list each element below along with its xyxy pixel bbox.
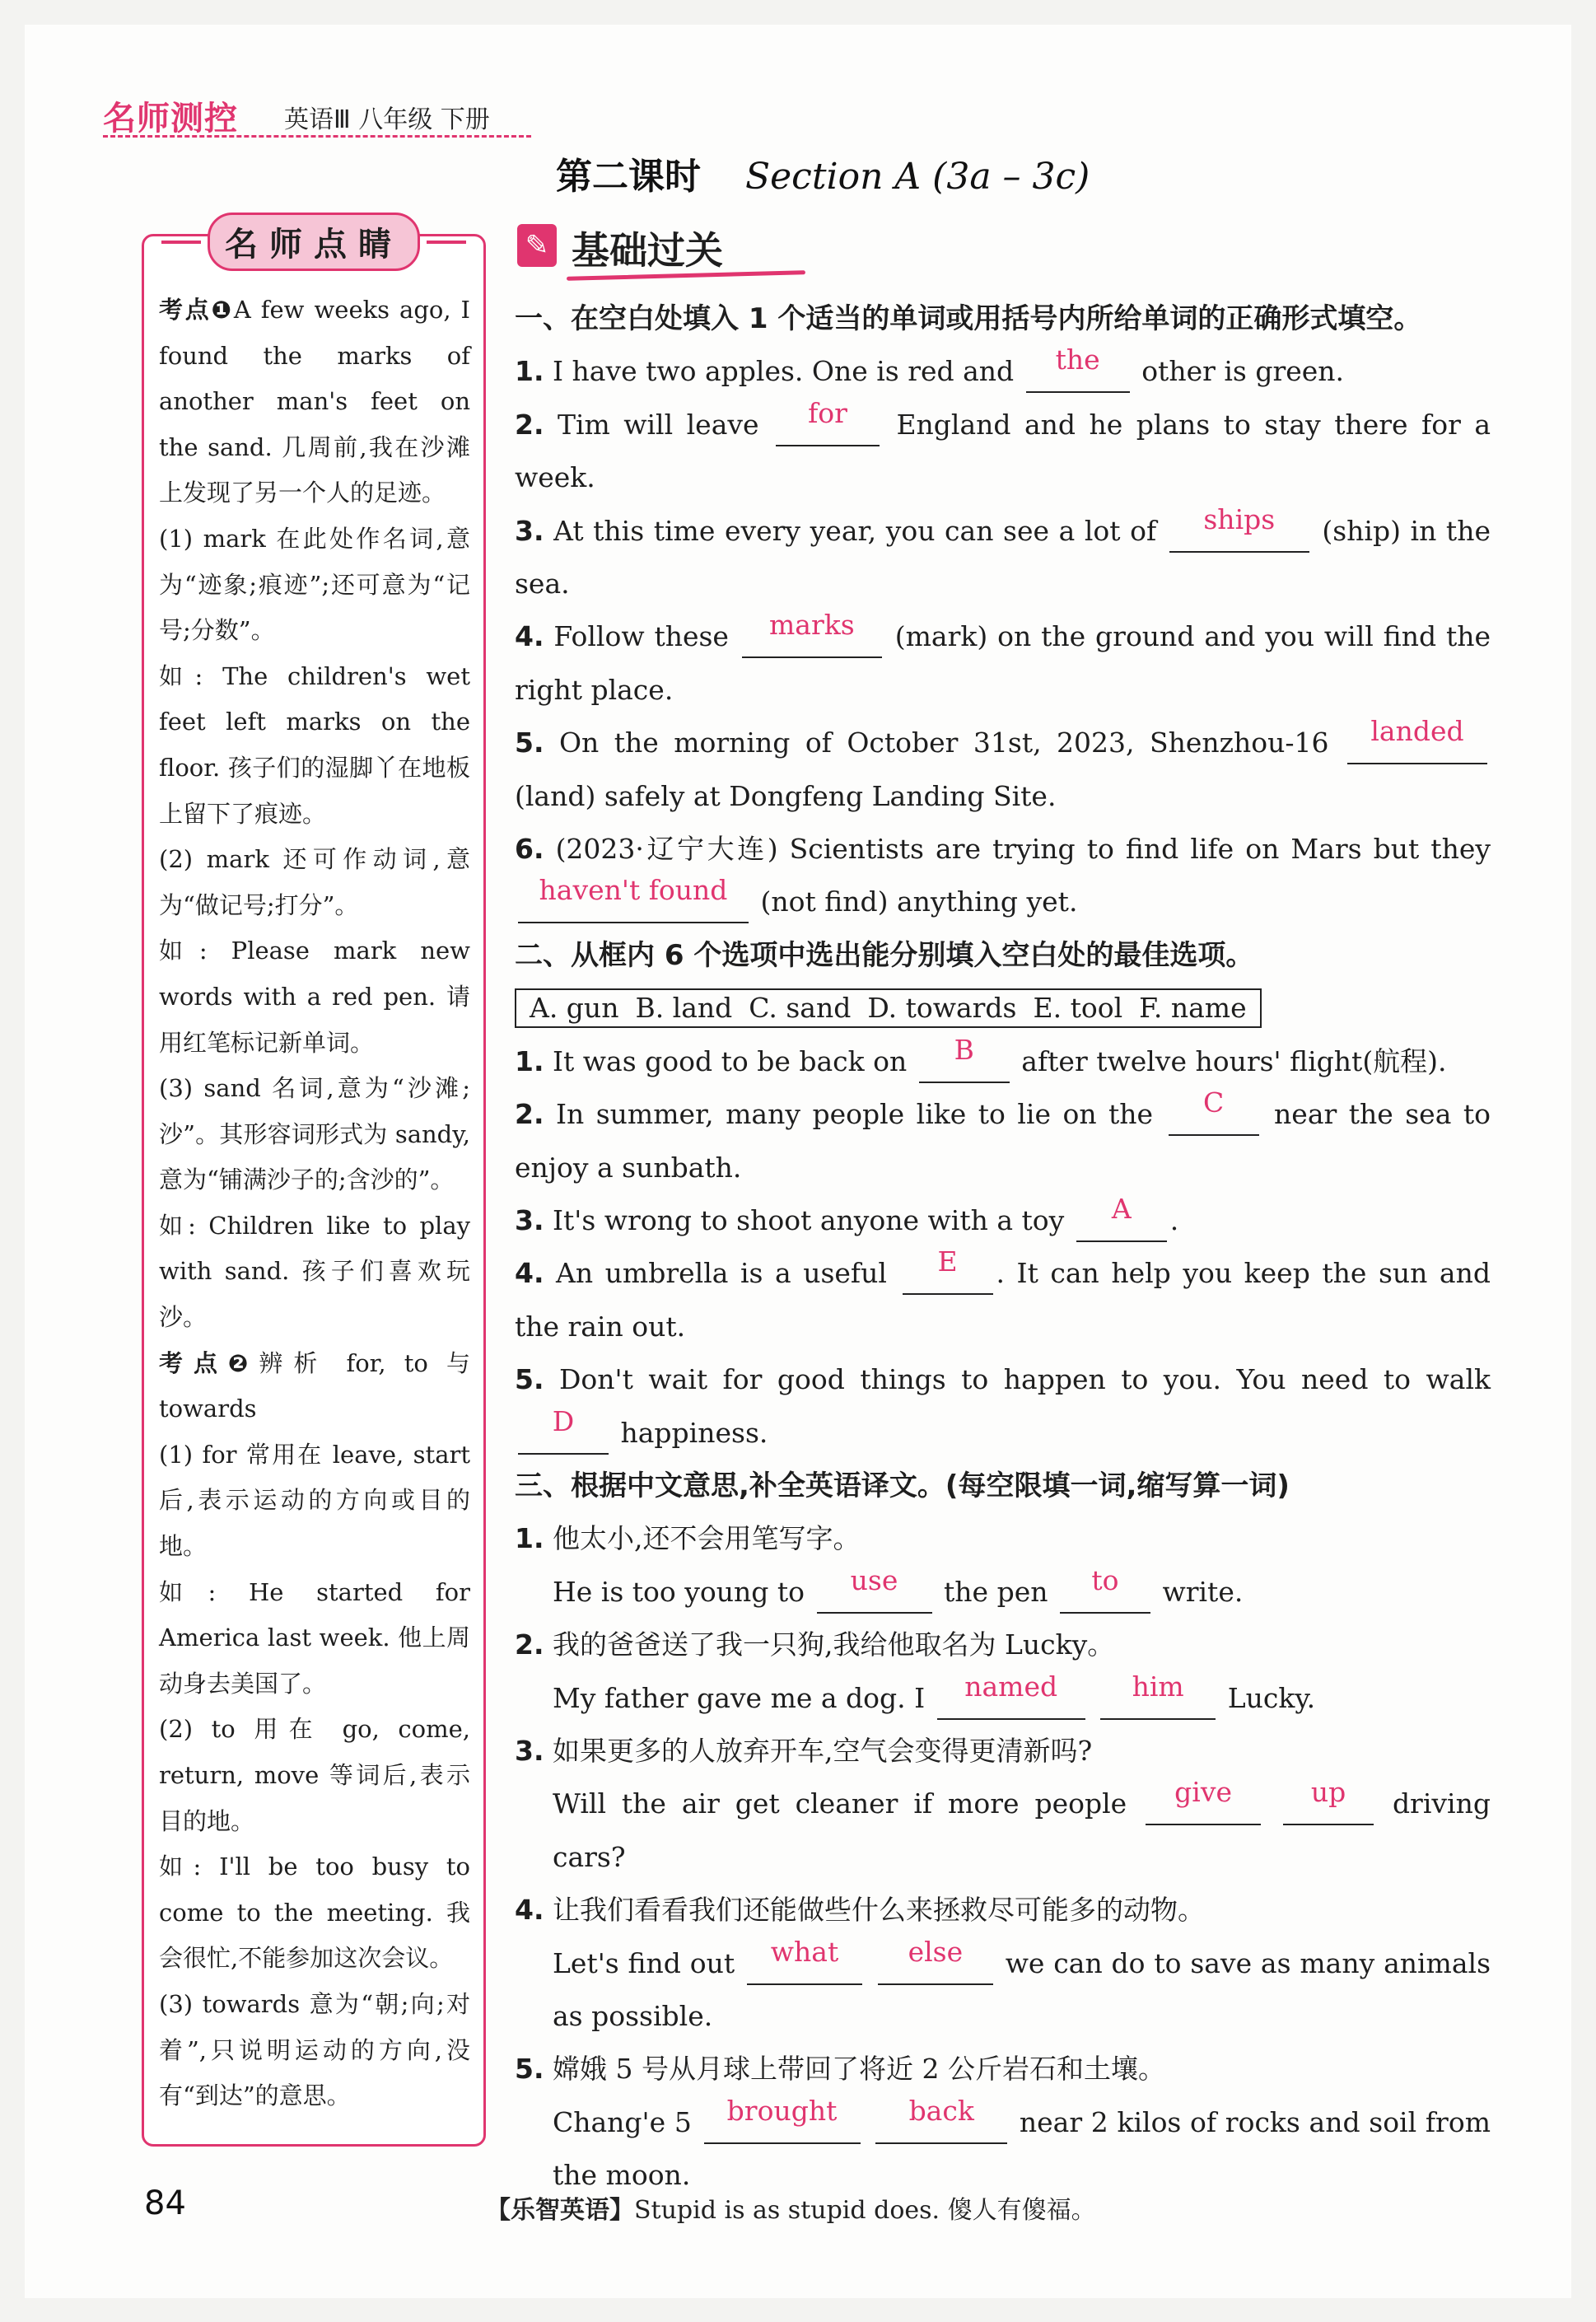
answer-blank[interactable] xyxy=(1076,1192,1167,1242)
answer-text: what xyxy=(770,1935,839,1968)
question-text: (2023·辽宁大连) Scientists are trying to find life on Mars but they xyxy=(555,833,1491,866)
part2-instruction: 二、从框内 6 个选项中选出能分别填入空白处的最佳选项。 xyxy=(515,938,1254,972)
tip-example: 如: He started for America last week. 他上周动身去美国了。 xyxy=(159,1577,470,1698)
question-text: At this time every year, you can see a lot of xyxy=(553,514,1157,547)
answer-blank[interactable] xyxy=(1026,343,1130,393)
question-text: I have two apples. One is red and xyxy=(553,355,1015,388)
header-ornament xyxy=(427,241,466,244)
answer-blank[interactable] xyxy=(817,1563,932,1614)
chinese-sentence: 我的爸爸送了我一只狗,我给他取名为 Lucky。 xyxy=(553,1628,1115,1661)
exercise-item xyxy=(515,823,1491,929)
answer-text: A xyxy=(1111,1192,1132,1225)
answer-blank[interactable] xyxy=(903,1245,993,1295)
question-text: (not find) anything yet. xyxy=(760,885,1078,918)
exercise-item xyxy=(515,1884,1491,1937)
question-text: (ship) in the sea. xyxy=(515,514,1491,600)
tips-body xyxy=(159,287,470,2119)
question-text: My father gave me a dog. I xyxy=(553,1681,926,1714)
options-box xyxy=(515,988,1262,1028)
answer-blank[interactable] xyxy=(1283,1776,1374,1825)
question-number: 1. xyxy=(515,355,544,388)
question-text: He is too young to xyxy=(553,1575,805,1608)
tip-example: 如: Children like to play with sand. 孩子们喜欢玩沙。 xyxy=(159,1211,470,1332)
answer-text: B xyxy=(954,1033,974,1066)
exercise-item xyxy=(515,1035,1491,1088)
pencil-icon: ✎ xyxy=(517,224,557,267)
footer-proverb xyxy=(486,2189,1096,2226)
key-point-1-text: A few weeks ago, I found the marks of another man's feet on the sand. 几周前,我在沙滩上发现了另一个人的足迹。 xyxy=(159,296,471,507)
option: C. sand xyxy=(749,992,852,1025)
exercise-item xyxy=(515,502,1491,611)
exercise-item xyxy=(515,1194,1491,1247)
answer-blank[interactable] xyxy=(1100,1670,1216,1720)
question-text: near 2 kilos of rocks and soil from the moon. xyxy=(553,2105,1491,2192)
answer-text: the xyxy=(1055,343,1100,376)
answer-text: for xyxy=(808,396,847,429)
answer-blank[interactable] xyxy=(1146,1776,1261,1825)
brand-logo: 名师测控 xyxy=(103,100,238,138)
footer-tag: 【乐智英语】 xyxy=(486,2196,634,2225)
tip-paragraph: (2) to 用在 go, come, return, move 等词后,表示目的地。 xyxy=(159,1715,470,1835)
page-number: 84 xyxy=(144,2184,186,2222)
footer-text: Stupid is as stupid does. 傻人有傻福。 xyxy=(634,2196,1096,2225)
question-text: Don't wait for good things to happen to you. You need to walk xyxy=(558,1363,1491,1396)
answer-text: E xyxy=(937,1245,958,1278)
answer-blank[interactable] xyxy=(1169,502,1309,553)
answer-text: him xyxy=(1132,1670,1184,1703)
question-text: Chang'e 5 xyxy=(553,2105,692,2138)
translation-line xyxy=(515,1778,1491,1884)
question-number: 2. xyxy=(515,1098,544,1131)
translation-line xyxy=(515,1563,1491,1619)
answer-text: give xyxy=(1174,1776,1233,1809)
lesson-title-cn: 第二课时 xyxy=(556,156,701,198)
option: D. towards xyxy=(867,992,1017,1025)
question-text: On the morning of October 31st, 2023, Shenzhou-16 xyxy=(558,727,1329,759)
exercise-item xyxy=(515,610,1491,717)
key-point-2-label: 考点❷ xyxy=(159,1348,259,1377)
question-text: driving cars? xyxy=(553,1787,1491,1873)
answer-text: D xyxy=(552,1404,575,1437)
question-number: 5. xyxy=(515,2053,544,2086)
option: F. name xyxy=(1139,992,1247,1025)
answer-blank[interactable] xyxy=(776,396,880,446)
tips-sidebar xyxy=(142,234,486,2147)
question-number: 3. xyxy=(515,1734,544,1767)
answer-blank[interactable] xyxy=(742,609,882,658)
question-text: An umbrella is a useful xyxy=(556,1257,887,1290)
answer-blank[interactable] xyxy=(704,2094,861,2144)
section-title: 基础过关 xyxy=(572,228,723,273)
tip-example: 如: Please mark new words with a red pen. 请用红笔标记新单词。 xyxy=(159,937,470,1057)
answer-text: marks xyxy=(769,609,855,642)
tip-example: 如: I'll be too busy to come to the meeting. 我会很忙,不能参加这次会议。 xyxy=(159,1852,470,1973)
question-number: 3. xyxy=(515,1203,544,1236)
question-text: the pen xyxy=(944,1575,1048,1608)
chinese-sentence: 他太小,还不会用笔写字。 xyxy=(553,1522,861,1555)
question-text: near the sea to enjoy a sunbath. xyxy=(515,1098,1491,1184)
answer-text: else xyxy=(908,1935,964,1968)
answer-blank[interactable] xyxy=(919,1033,1010,1083)
header-divider xyxy=(103,135,531,138)
sidebar-header xyxy=(136,213,492,271)
question-number: 1. xyxy=(515,1044,544,1077)
question-text: write. xyxy=(1162,1575,1244,1608)
translation-line xyxy=(515,1937,1491,2044)
answer-blank[interactable] xyxy=(1060,1563,1150,1614)
answer-blank[interactable] xyxy=(518,1404,609,1455)
tip-paragraph: (2) mark 还可作动词,意为“做记号;打分”。 xyxy=(159,845,470,919)
question-text: Will the air get cleaner if more people xyxy=(553,1787,1127,1820)
question-text: . xyxy=(1169,1203,1179,1236)
answer-text: back xyxy=(908,2094,974,2127)
question-text: other is green. xyxy=(1141,355,1345,388)
option: B. land xyxy=(635,992,733,1025)
answer-text: to xyxy=(1091,1563,1119,1596)
question-text: It's wrong to shoot anyone with a toy xyxy=(553,1203,1065,1236)
chinese-sentence: 嫦娥 5 号从月球上带回了将近 2 公斤岩石和土壤。 xyxy=(553,2053,1165,2086)
answer-text: named xyxy=(964,1670,1058,1703)
tip-paragraph: (1) mark 在此处作名词,意为“迹象;痕迹”;还可意为“记号;分数”。 xyxy=(159,524,470,645)
exercise-item xyxy=(515,345,1491,398)
key-point-2 xyxy=(159,1341,470,1432)
tip-paragraph: (3) towards 意为“朝;向;对着”,只说明运动的方向,没有“到达”的意思。 xyxy=(159,1989,470,2110)
translation-line xyxy=(515,1672,1491,1725)
answer-blank[interactable] xyxy=(878,1935,993,1985)
question-text: England and he plans to stay there for a week. xyxy=(515,408,1491,494)
question-number: 2. xyxy=(515,1628,544,1661)
exercise-area xyxy=(515,292,1491,2203)
question-number: 4. xyxy=(515,620,544,653)
answer-text: C xyxy=(1202,1086,1225,1119)
section-banner xyxy=(517,221,789,287)
question-text: Let's find out xyxy=(553,1946,735,1979)
option: E. tool xyxy=(1033,992,1123,1025)
chinese-sentence: 如果更多的人放弃开车,空气会变得更清新吗? xyxy=(553,1734,1093,1767)
question-text: . It can help you keep the sun and the rain out. xyxy=(515,1257,1491,1343)
question-text: Lucky. xyxy=(1227,1681,1316,1714)
answer-blank[interactable] xyxy=(747,1935,862,1985)
exercise-item xyxy=(515,396,1491,505)
book-info: 英语Ⅲ 八年级 下册 xyxy=(284,105,490,134)
question-number: 5. xyxy=(515,727,544,759)
answer-text: haven't found xyxy=(539,874,728,907)
question-text: Tim will leave xyxy=(557,408,759,441)
exercise-item xyxy=(515,1619,1491,1671)
options-row xyxy=(515,982,1491,1035)
key-point-1-label: 考点❶ xyxy=(159,296,234,324)
exercise-item xyxy=(515,1353,1491,1460)
tip-paragraph: (1) for 常用在 leave, start 后,表示运动的方向或目的地。 xyxy=(159,1440,471,1561)
exercise-item xyxy=(515,2043,1491,2095)
answer-blank[interactable] xyxy=(1169,1086,1259,1136)
question-number: 2. xyxy=(515,408,544,441)
lesson-title xyxy=(556,147,1090,199)
answer-blank[interactable] xyxy=(875,2094,1007,2144)
chinese-sentence: 让我们看看我们还能做些什么来拯救尽可能多的动物。 xyxy=(553,1894,1205,1927)
lesson-title-en: Section A (3a – 3c) xyxy=(745,156,1090,198)
exercise-item xyxy=(515,1247,1491,1353)
sidebar-title: 名师点睛 xyxy=(208,213,420,271)
exercise-item xyxy=(515,1088,1491,1194)
answer-blank[interactable] xyxy=(937,1670,1085,1720)
tip-example: 如: The children's wet feet left marks on the floor. 孩子们的湿脚丫在地板上留下了痕迹。 xyxy=(159,661,470,828)
exercise-item xyxy=(515,1512,1491,1565)
question-text: It was good to be back on xyxy=(553,1044,908,1077)
answer-text: brought xyxy=(726,2094,838,2127)
option: A. gun xyxy=(530,992,619,1025)
question-number: 4. xyxy=(515,1894,544,1927)
question-number: 5. xyxy=(515,1363,544,1396)
exercise-item xyxy=(515,717,1491,823)
question-text: (land) safely at Dongfeng Landing Site. xyxy=(515,779,1057,812)
answer-text: ships xyxy=(1203,502,1276,535)
tip-paragraph: (3) sand 名词,意为“沙滩;沙”。其形容词形式为 sandy,意为“铺满沙子的;含沙的”。 xyxy=(159,1074,470,1194)
answer-text: up xyxy=(1310,1776,1346,1809)
answer-blank[interactable] xyxy=(1347,715,1487,764)
translation-line xyxy=(515,2096,1491,2203)
question-text: Follow these xyxy=(553,620,729,653)
answer-blank[interactable] xyxy=(518,874,749,923)
part1-instruction: 一、在空白处填入 1 个适当的单词或用括号内所给单词的正确形式填空。 xyxy=(515,302,1422,335)
exercise-item xyxy=(515,1725,1491,1778)
question-number: 6. xyxy=(515,833,544,866)
question-text: In summer, many people like to lie on the xyxy=(555,1098,1154,1131)
part3-instruction: 三、根据中文意思,补全英语译文。(每空限填一词,缩写算一词) xyxy=(515,1469,1290,1502)
header-ornament xyxy=(161,241,201,244)
question-number: 4. xyxy=(515,1257,544,1290)
question-number: 1. xyxy=(515,1522,544,1555)
answer-text: landed xyxy=(1370,715,1464,748)
key-point-2-text: 辨析 for, to 与 towards xyxy=(159,1348,470,1423)
question-text: after twelve hours' flight(航程). xyxy=(1021,1044,1447,1077)
question-number: 3. xyxy=(515,514,544,547)
question-text: (mark) on the ground and you will find the right place. xyxy=(515,620,1491,706)
question-text: we can do to save as many animals as possible. xyxy=(553,1946,1491,2032)
question-text: happiness. xyxy=(620,1416,768,1449)
key-point-1 xyxy=(159,287,470,516)
answer-text: use xyxy=(850,1563,898,1596)
